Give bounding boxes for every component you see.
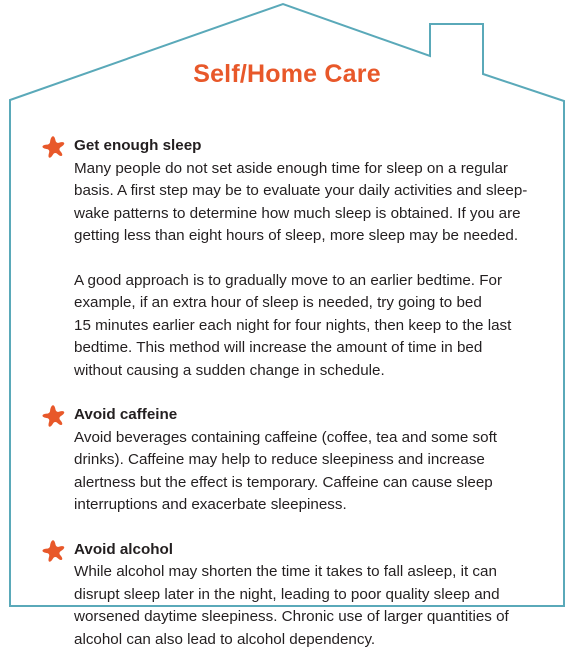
paragraph: A good approach is to gradually move to an earlier bedtime. For example, if an extra hour of sleep is needed, try going to bed 15 minutes earlier each night for four nights, then keep to the last bedtime. This method will increase the amount of time in bed without causing a sudden change in schedule. (74, 270, 544, 383)
section-heading: Avoid caffeine (74, 404, 544, 427)
orange-star-icon (41, 404, 65, 428)
content (74, 135, 544, 651)
page-title: Self/Home Care (0, 60, 574, 89)
section-avoid-alcohol (74, 539, 544, 651)
section-heading: Avoid alcohol (74, 539, 544, 562)
orange-star-icon (41, 135, 65, 159)
orange-star-icon (41, 539, 65, 563)
paragraph: Many people do not set aside enough time for sleep on a regular basis. A first step may be to evaluate your daily activities and sleep- wake patterns to determine how much sleep is obtained. If you are getting less than eight hours of sleep, more sleep may be needed. (74, 158, 544, 248)
paragraph: While alcohol may shorten the time it takes to fall asleep, it can disrupt sleep later in the night, leading to poor quality sleep and worsened daytime sleepiness. Chronic use of larger quantities of alcohol can also lead to alcohol dependency. (74, 561, 544, 651)
paragraph: Avoid beverages containing caffeine (coffee, tea and some soft drinks). Caffeine may help to reduce sleepiness and increase alertness but the effect is temporary. Caffeine can cause sleep interruptions and exacerbate sleepiness. (74, 427, 544, 517)
section-get-enough-sleep (74, 135, 544, 382)
section-avoid-caffeine (74, 404, 544, 517)
section-heading: Get enough sleep (74, 135, 544, 158)
